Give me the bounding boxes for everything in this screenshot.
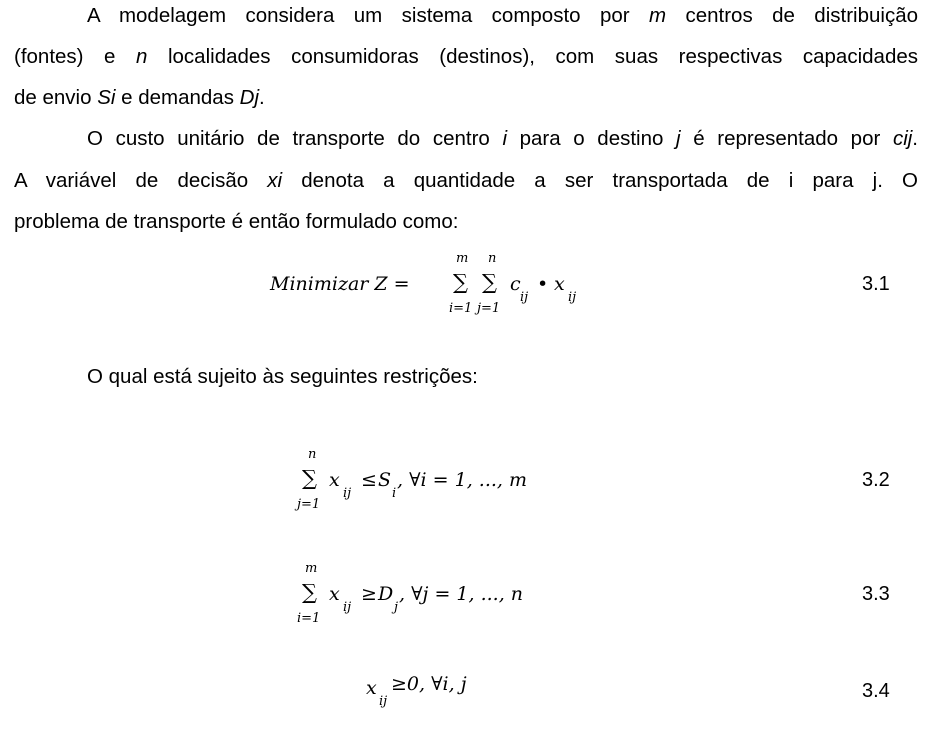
eq32-sum-top: n xyxy=(308,447,317,462)
eq33-x: x xyxy=(329,583,340,605)
text-run: é representado por xyxy=(680,127,893,150)
eq33-sum-top: m xyxy=(305,561,318,576)
text-run: . xyxy=(912,127,918,150)
eq32-rhs: S xyxy=(378,469,392,491)
italic-text: j xyxy=(676,127,681,150)
italic-text: i xyxy=(502,127,507,150)
text-run: localidades consumidoras (destinos), com suas respectivas capacidades xyxy=(147,45,918,68)
text-run: . xyxy=(259,86,265,109)
eq31-term-x: x xyxy=(554,273,565,295)
eq33-rhs-sub: j xyxy=(394,600,399,615)
eq31-sigma-2: ∑ xyxy=(482,270,497,294)
eq32-rhs-sub: i xyxy=(392,486,397,501)
eq31-number: 3.1 xyxy=(862,273,890,295)
eq34-number: 3.4 xyxy=(862,680,890,702)
eq31-sigma-1: ∑ xyxy=(453,270,468,294)
text-run: (fontes) e xyxy=(14,45,137,68)
eq32-x: x xyxy=(329,469,340,491)
eq34-x-sub: ij xyxy=(379,694,388,709)
text-run: e demandas xyxy=(115,86,240,109)
eq33-sum-bottom: i=1 xyxy=(297,611,321,626)
eq31-term-c-sub: ij xyxy=(520,290,529,305)
paragraph-2-line-1 xyxy=(87,127,918,151)
eq33-tail: , ∀j = 1, ..., n xyxy=(399,583,524,605)
text-run: A modelagem considera um sistema composto por xyxy=(87,4,649,27)
italic-text: Si xyxy=(97,86,116,109)
italic-text: Dj xyxy=(239,86,260,109)
italic-text: m xyxy=(648,4,667,27)
eq32-number: 3.2 xyxy=(862,469,890,491)
eq31-sum1-bottom: i=1 xyxy=(449,301,473,316)
eq31-sum1-top: m xyxy=(456,251,469,266)
eq31-sum2-bottom: j=1 xyxy=(477,301,501,316)
paragraph-1-line-3 xyxy=(14,86,918,110)
eq34-rest: ≥0, ∀i, j xyxy=(391,673,467,695)
paragraph-2-line-3: problema de transporte é então formulado como: xyxy=(14,210,459,233)
eq31-dot: • xyxy=(537,273,549,295)
eq32-tail: , ∀i = 1, ..., m xyxy=(397,469,528,491)
eq32-rel: ≤ xyxy=(361,469,377,491)
eq31-sum2-top: n xyxy=(488,251,497,266)
paragraph-1-line-2 xyxy=(14,45,918,69)
eq33-number: 3.3 xyxy=(862,583,890,605)
eq34-x: x xyxy=(366,677,377,699)
italic-text: cij xyxy=(892,127,913,150)
eq31-term-c: c xyxy=(510,273,521,295)
eq33-x-sub: ij xyxy=(343,600,352,615)
eq33-rhs: D xyxy=(378,583,394,605)
text-run: centros de distribuição xyxy=(666,4,918,27)
text-run: de envio xyxy=(14,86,98,109)
italic-text: xi xyxy=(267,169,283,192)
text-run: O custo unitário de transporte do centro xyxy=(87,127,503,150)
text-run: para o destino xyxy=(507,127,677,150)
paragraph-2-line-2 xyxy=(14,169,918,193)
paragraph-3: O qual está sujeito às seguintes restrições: xyxy=(87,365,478,388)
eq31-term-x-sub: ij xyxy=(568,290,577,305)
eq32-sigma: ∑ xyxy=(302,466,317,490)
text-run: A variável de decisão xyxy=(14,169,268,192)
eq33-sigma: ∑ xyxy=(302,580,317,604)
eq33-rel: ≥ xyxy=(361,583,377,605)
eq31-lhs: Minimizar Z = xyxy=(270,273,410,295)
eq32-sum-bottom: j=1 xyxy=(297,497,321,512)
italic-text: n xyxy=(136,45,148,68)
paragraph-1-line-1 xyxy=(87,4,918,28)
eq32-x-sub: ij xyxy=(343,486,352,501)
text-run: denota a quantidade a ser transportada de i para j. O xyxy=(282,169,918,192)
